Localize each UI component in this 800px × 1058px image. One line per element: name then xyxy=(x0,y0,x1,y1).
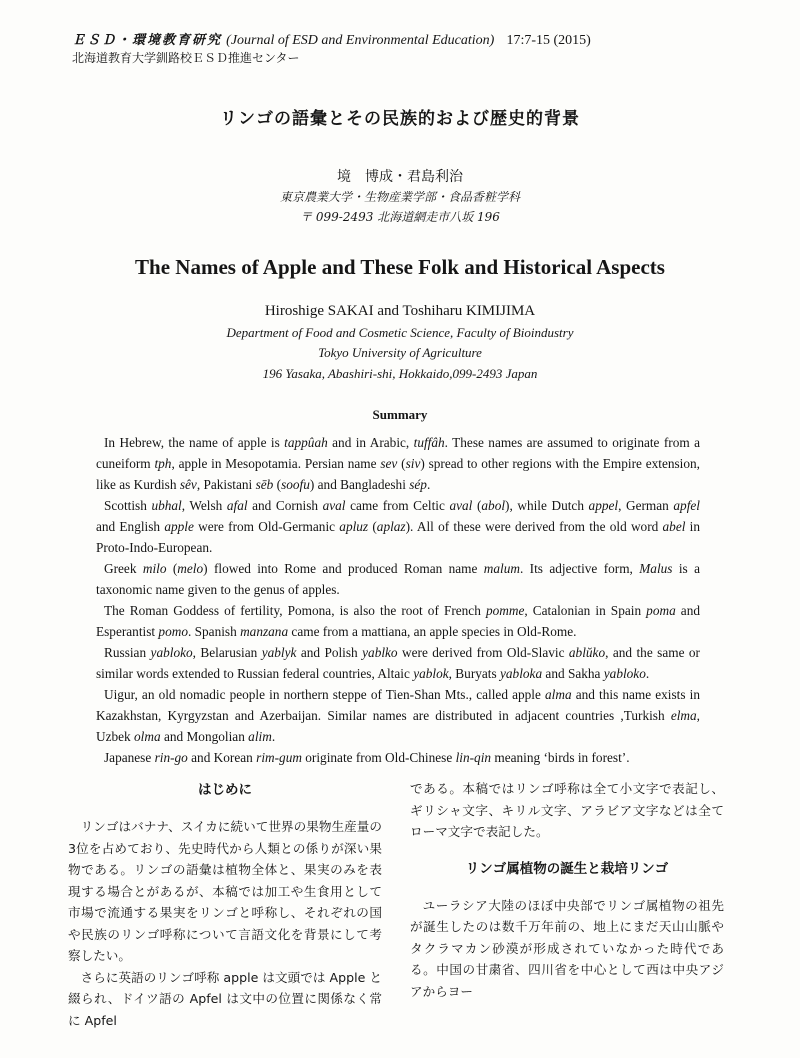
affiliation-japanese: 東京農業大学・生物産業学部・食品香粧学科 xyxy=(279,190,520,204)
authors-english: Hiroshige SAKAI and Toshiharu KIMIJIMA xyxy=(264,303,536,319)
text-run: , Pakistani xyxy=(196,477,256,492)
text-run: ) and Bangladeshi xyxy=(309,477,410,492)
summary-paragraph xyxy=(96,642,700,684)
text-run: Uigur, an old nomadic people in northern steppe of Tien-Shan Mts., called apple xyxy=(104,687,545,702)
text-run: aplaz xyxy=(376,519,406,534)
body-paragraph: である。本稿ではリンゴ呼称は全て小文字で表記し、ギリシャ文字、キリル文字、アラビア文字などは全てローマ文字で表記した。 xyxy=(410,781,724,839)
body-column-right xyxy=(410,778,724,1002)
text-run: apluz xyxy=(339,519,369,534)
text-run: yablok xyxy=(413,666,449,681)
summary-paragraph xyxy=(96,600,700,642)
text-run: Malus xyxy=(639,561,673,576)
text-run: came from a mattiana, an apple species in Old-Rome. xyxy=(288,624,577,639)
text-run: aval xyxy=(322,498,346,513)
address-japanese: 〒 099-2493 北海道網走市八坂 196 xyxy=(300,210,500,224)
text-run: originate from Old-Chinese xyxy=(301,750,456,765)
text-run: tuffâh xyxy=(413,435,445,450)
journal-short-title: ＥＳＤ・環境教育研究 xyxy=(72,33,223,48)
text-run: alim xyxy=(248,729,272,744)
authors-japanese: 境 博成・君島利治 xyxy=(337,169,463,185)
text-run: . xyxy=(645,666,650,681)
text-run: . xyxy=(426,477,431,492)
text-run: Scottish xyxy=(104,498,152,513)
text-run: sép xyxy=(409,477,427,492)
body-column-left xyxy=(68,778,382,1031)
text-run: , Welsh xyxy=(181,498,227,513)
text-run: lin-qin xyxy=(455,750,492,765)
text-run: Greek xyxy=(104,561,143,576)
summary-paragraph xyxy=(96,558,700,600)
text-run: sēb xyxy=(255,477,274,492)
text-run: and English xyxy=(96,519,165,534)
text-run: afal xyxy=(226,498,248,513)
text-run: yablko xyxy=(362,645,398,660)
text-run: , German xyxy=(618,498,674,513)
text-run: and in Arabic, xyxy=(327,435,414,450)
text-run: appel xyxy=(588,498,619,513)
text-run: and this name exists in Kazakhstan, Kyrgyzstan and Azerbaijan. Similar names are distributed in adjacent countries ,Turkish xyxy=(96,687,700,723)
text-run: ablŭko xyxy=(568,645,606,660)
text-run: tph xyxy=(154,456,172,471)
text-run: yabloka xyxy=(500,666,543,681)
section-heading-origin: リンゴ属植物の誕生と栽培リンゴ xyxy=(465,860,669,877)
summary-paragraph xyxy=(96,495,700,558)
text-run: meaning ‘birds in forest’. xyxy=(491,750,630,765)
affiliation-english-dept: Department of Food and Cosmetic Science, Faculty of Bioindustry xyxy=(226,325,574,340)
text-run: in Proto-Indo-European. xyxy=(96,519,701,555)
text-run: and Esperantist xyxy=(96,603,700,639)
text-run: and Polish xyxy=(296,645,363,660)
text-run: , apple in Mesopotamia. Persian name xyxy=(171,456,381,471)
text-run: siv xyxy=(405,456,421,471)
affiliation-english-address: 196 Yasaka, Abashiri-shi, Hokkaido,099-2493 Japan xyxy=(262,366,538,381)
title-japanese: リンゴの語彙とその民族的および歴史的背景 xyxy=(220,109,580,129)
text-run: ) spread to other regions with the Empire extension, like as Kurdish xyxy=(96,456,700,492)
text-run: , and the same or similar words extended to Russian federal countries, Altaic xyxy=(96,645,700,681)
text-run: ubhal xyxy=(151,498,182,513)
text-run: In Hebrew, the name of apple is xyxy=(104,435,285,450)
text-run: ). All of these were derived from the old word xyxy=(405,519,663,534)
title-english: The Names of Apple and These Folk and Historical Aspects xyxy=(135,255,665,279)
text-run: , Uzbek xyxy=(96,708,700,744)
text-run: tappûah xyxy=(284,435,328,450)
text-run: came from Celtic xyxy=(345,498,450,513)
text-run: is a taxonomic name given to the genus of apples. xyxy=(96,561,700,597)
text-run: ( xyxy=(166,561,178,576)
running-header xyxy=(72,32,591,49)
text-run: and Cornish xyxy=(247,498,323,513)
text-run: ( xyxy=(368,519,377,534)
text-run: were from Old-Germanic xyxy=(193,519,340,534)
journal-english-title: (Journal of ESD and Environmental Education) xyxy=(226,33,495,48)
text-run: ( xyxy=(397,456,406,471)
text-run: yabloko xyxy=(150,645,193,660)
text-run: and Mongolian xyxy=(160,729,249,744)
text-run: were derived from Old-Slavic xyxy=(397,645,569,660)
summary-paragraph xyxy=(96,432,700,495)
summary-paragraph xyxy=(96,684,700,747)
text-run: malum xyxy=(483,561,520,576)
text-run: The Roman Goddess of fertility, Pomona, is also the root of French xyxy=(104,603,486,618)
affiliation-english-univ: Tokyo University of Agriculture xyxy=(318,345,482,360)
summary-heading: Summary xyxy=(372,407,428,422)
body-paragraph: リンゴはバナナ、スイカに続いて世界の果物生産量の3位を占めており、先史時代から人類との係りが深い果物である。リンゴの語彙は植物全体と、果実のみを表現する場合とがあるが、本稿では加工や生食用として市場で流通する果実をリンゴと呼称し、それぞれの国や民族のリンゴ呼称について言語文化を背景にして考察したい。 xyxy=(68,819,382,963)
body-paragraph: ユーラシア大陸のほぼ中央部でリンゴ属植物の祖先が誕生したのは数千万年前の、地上にまだ天山山脈やタクラマカン砂漠が形成されていなかった時代である。中国の甘粛省、四川省を中心として西は中央アジアからヨー xyxy=(410,897,724,999)
text-run: yablyk xyxy=(261,645,297,660)
text-run: pomme xyxy=(485,603,525,618)
text-run: soofu xyxy=(281,477,310,492)
text-run: pomo xyxy=(158,624,188,639)
body-paragraph: さらに英語のリンゴ呼称 apple は文頭では Apple と綴られ、ドイツ語の Apfel は文中の位置に関係なく常に Apfel xyxy=(68,969,382,1028)
text-run: ) flowed into Rome and produced Roman name xyxy=(203,561,484,576)
text-run: . Its adjective form, xyxy=(519,561,640,576)
text-run: apfel xyxy=(673,498,700,513)
text-run: poma xyxy=(646,603,676,618)
summary-paragraph xyxy=(96,747,700,768)
text-run: olma xyxy=(134,729,161,744)
summary-body xyxy=(96,432,700,768)
text-run: milo xyxy=(142,561,167,576)
text-run: abel xyxy=(662,519,686,534)
text-run: , Catalonian in Spain xyxy=(524,603,647,618)
text-run: ), while Dutch xyxy=(505,498,589,513)
text-run: aval xyxy=(449,498,473,513)
text-run: yabloko xyxy=(603,666,646,681)
text-run: sev xyxy=(380,456,398,471)
text-run: rim-gum xyxy=(256,750,302,765)
text-run: sêv xyxy=(179,477,197,492)
text-run: ( xyxy=(472,498,482,513)
text-run: manzana xyxy=(240,624,289,639)
text-run: elma xyxy=(670,708,697,723)
text-run: melo xyxy=(177,561,204,576)
text-run: , Buryats xyxy=(448,666,500,681)
text-run: . xyxy=(271,729,276,744)
text-run: ( xyxy=(273,477,282,492)
text-run: rin-go xyxy=(154,750,188,765)
section-heading-introduction: はじめに xyxy=(198,782,252,798)
text-run: and Sakha xyxy=(542,666,604,681)
text-run: apple xyxy=(164,519,194,534)
text-run: and Korean xyxy=(187,750,257,765)
text-run: . Spanish xyxy=(187,624,241,639)
journal-volume: 17:7-15 (2015) xyxy=(506,33,591,48)
text-run: alma xyxy=(545,687,572,702)
text-run: abol xyxy=(481,498,506,513)
text-run: . These names are assumed to originate from a cuneiform xyxy=(96,435,700,471)
text-run: Russian xyxy=(104,645,151,660)
publisher: 北海道教育大学釧路校ＥＳＤ推進センター xyxy=(72,51,300,65)
text-run: , Belarusian xyxy=(192,645,262,660)
text-run: Japanese xyxy=(104,750,155,765)
